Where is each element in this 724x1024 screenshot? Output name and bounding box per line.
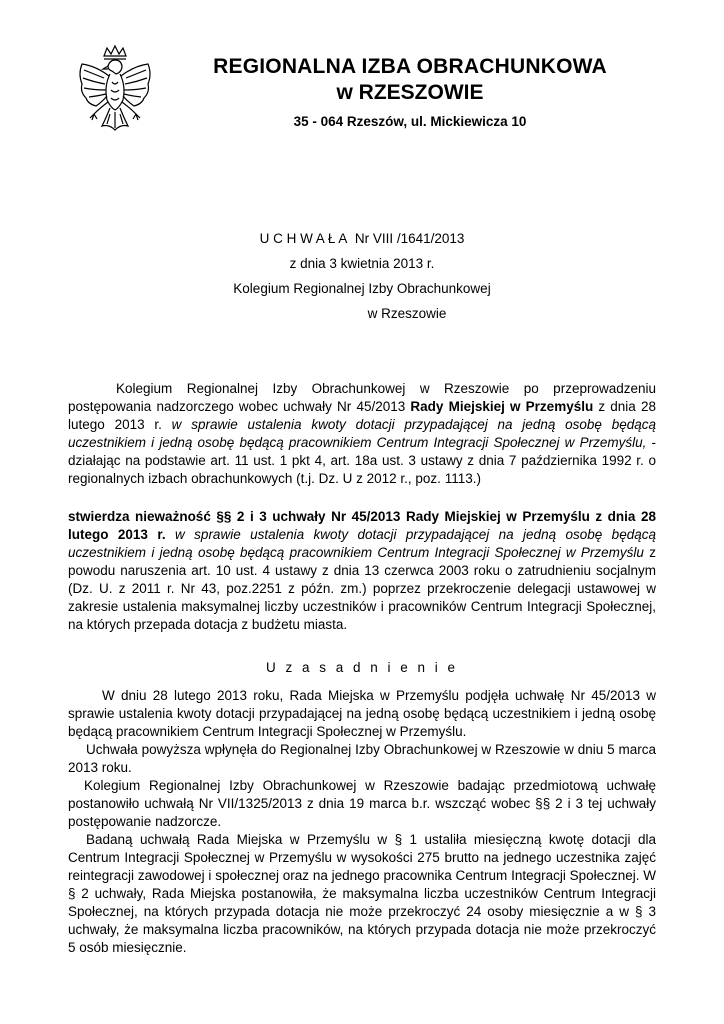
justification-heading: U z a s a d n i e n i e: [265, 660, 459, 675]
decision-statement: stwierdza nieważność §§ 2 i 3 uchwały Nr 45/2013 Rady Miejskiej w Przemyślu z dnia 28 lutego 2013 r.: [68, 509, 656, 542]
resolution-number: Nr VIII /1641/2013: [354, 231, 465, 246]
justification-paragraph-3: Kolegium Regionalnej Izby Obrachunkowej w Rzeszowie badając przedmiotową uchwałę postanowiło uchwałą Nr VII/1325/2013 z dnia 19 marca b.r. wszcząć wobec §§ 2 i 3 tej uchwały postępowanie nadzorcze.: [68, 778, 656, 829]
eagle-emblem-icon: [74, 44, 156, 136]
resolution-word: U C H W A Ł A: [259, 231, 348, 246]
preamble-text-2: z dnia 28 lutego 2013 r.: [68, 399, 656, 432]
decision-reason: z powodu naruszenia art. 10 ust. 4 ustawy z dnia 13 czerwca 2003 roku o zatrudnieniu socjalnym (Dz. U. z 2011 r. Nr 43, poz.2251 z późn. zm.) poprzez przekroczenie delegacji ustawowej w zakresie ustalenia maksymalnej liczby uczestników i pracowników Centrum Integracji Społecznej, na których przepada dotacja z budżetu miasta.: [68, 545, 656, 632]
institution-city: w RZESZOWIE: [336, 81, 484, 104]
institution-name: REGIONALNA IZBA OBRACHUNKOWA: [213, 55, 607, 78]
preamble-council-name: Rady Miejskiej w Przemyślu: [410, 399, 594, 414]
resolution-date: z dnia 3 kwietnia 2013 r.: [289, 256, 435, 271]
preamble-text-3: - działając na podstawie art. 11 ust. 1 pkt 4, art. 18a ust. 3 ustawy z dnia 7 października 1992 r. o regionalnych izbach obrachunkowych (t.j. Dz. U z 2012 r., poz. 1113.): [68, 435, 656, 486]
institution-address: 35 - 064 Rzeszów, ul. Mickiewicza 10: [293, 114, 527, 129]
resolution-body-line1: Kolegium Regionalnej Izby Obrachunkowej: [233, 281, 491, 296]
paragraph-preamble: [68, 380, 656, 488]
justification-paragraph-2: Uchwała powyższa wpłynęła do Regionalnej Izby Obrachunkowej w Rzeszowie w dniu 5 marca 2013 roku.: [68, 742, 656, 775]
justification-paragraph-4: Badaną uchwałą Rada Miejska w Przemyślu w § 1 ustaliła miesięczną kwotę dotacji dla Centrum Integracji Społecznej w Przemyślu w wysokości 275 brutto na jednego uczestnika zajęć reintegracji zawodowej i społecznej oraz na jednego pracownika Centrum Integracji Społecznej. W § 2 uchwały, Rada Miejska postanowiła, że maksymalna liczba uczestników Centrum Integracji Społecznej, na których przypada dotacja nie może przekroczyć 24 osoby miesięcznie a w § 3 uchwały, że maksymalna liczba pracowników, na których przypada dotacja nie może przekroczyć 5 osób miesięcznie.: [68, 832, 656, 955]
resolution-title: [0, 231, 724, 246]
preamble-text-1: Kolegium Regionalnej Izby Obrachunkowej w Rzeszowie po przeprowadzeniu postępowania nadzorczego wobec uchwały Nr 45/2013: [68, 381, 656, 414]
justification-paragraph-1: W dniu 28 lutego 2013 roku, Rada Miejska w Przemyślu podjęła uchwałę Nr 45/2013 w sprawie ustalenia kwoty dotacji przypadającej na jedną osobę będącą uczestnikiem i jedną osobę będącą pracownikiem Centrum Integracji Społecznej w Przemyślu.: [68, 688, 656, 739]
preamble-subject: w sprawie ustalenia kwoty dotacji przypadającej na jedną osobę będącą uczestnikiem i jedną osobę będącą pracownikiem Centrum Integracji Społecznej w Przemyślu,: [68, 417, 656, 450]
decision-subject: w sprawie ustalenia kwoty dotacji przypadającej na jedną osobę będącą uczestnikiem i jedną osobę będącą pracownikiem Centrum Integracji Społecznej w Przemyślu: [68, 527, 656, 560]
resolution-body-line2: w Rzeszowie: [367, 306, 447, 321]
paragraph-decision: [68, 508, 656, 634]
